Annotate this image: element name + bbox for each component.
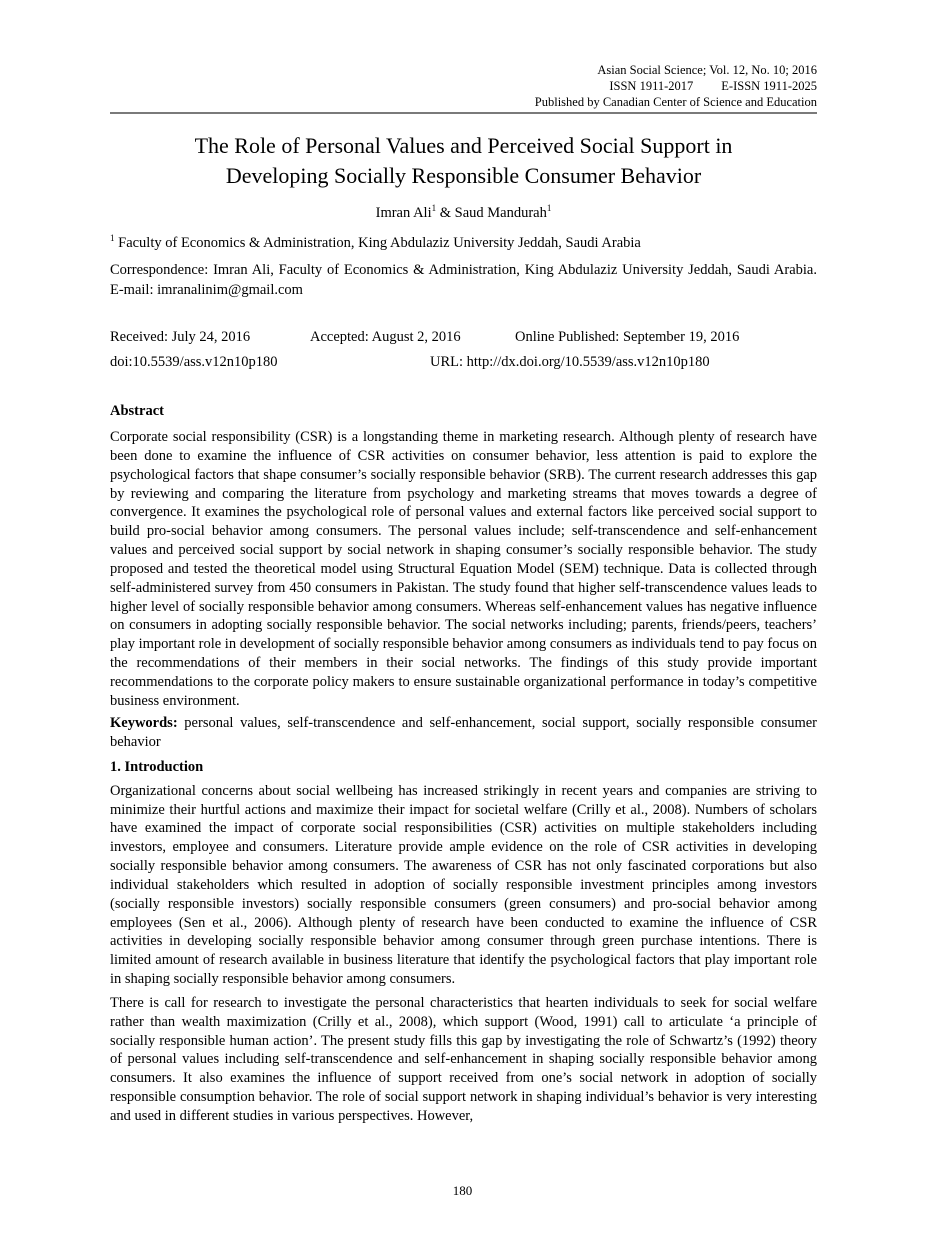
author-2-affil-mark: 1 — [546, 203, 552, 214]
paper-title-line-1: The Role of Personal Values and Perceived Social Support in — [194, 133, 733, 158]
eissn: E-ISSN 1911-2025 — [721, 79, 817, 93]
author-1-affil-mark: 1 — [431, 203, 437, 214]
accepted-date: Accepted: August 2, 2016 — [310, 329, 461, 345]
affiliation-line — [110, 234, 817, 253]
doi-text: doi:10.5539/ass.v12n10p180 — [110, 354, 278, 370]
abstract-heading: Abstract — [110, 403, 164, 419]
doi-url: URL: http://dx.doi.org/10.5539/ass.v12n10p180 — [430, 354, 710, 370]
paper-title — [110, 131, 817, 191]
online-published-date: Online Published: September 19, 2016 — [515, 329, 740, 345]
keywords-label: Keywords: — [110, 714, 178, 731]
received-date: Received: July 24, 2016 — [110, 329, 251, 345]
page-number: 180 — [452, 1183, 473, 1198]
header-divider — [110, 112, 817, 114]
abstract-paragraph: Corporate social responsibility (CSR) is a longstanding theme in marketing research. Although plenty of research have been done to examine the influence of CSR activities on consumer behavior, less attention is paid to explore the psychological factors that shape consumer’s socially responsible behavior (SRB). The current research addresses this gap by reviewing and comparing the literature from psychology and marketing streams that moves towards a degree of convergence. It examines the psychological role of personal values and external factors like perceived social support to build pro-social behavior among consumers. The personal values include; self-transcendence and self-enhancement values and perceived social support by social network in shaping consumer’s socially responsible behavior. The study proposed and tested the theoretical model using Structural Equation Model (SEM) technique. Data is collected through self-administered survey from 450 consumers in Pakistan. The study found that higher self-transcendence values leads to higher level of socially responsible behavior among consumers. Whereas self-enhancement values has negative influence on consumers in adopting socially responsible behavior. The social networks including; parents, friends/peers, teachers’ play important role in development of socially responsible behavior among consumers as individuals tend to pay focus on the recommendations of their members in their social networks. The findings of this study provide important recommendations to the corporate policy makers to ensure sustainable organizational performance in today’s competitive business environment. — [110, 429, 817, 709]
introduction-paragraph-2: There is call for research to investigate the personal characteristics that hearten individuals to seek for social welfare rather than wealth maximization (Crilly et al., 2008), which support (Wood, 1991) call to articulate ‘a principle of socially responsible human action’. The present study fills this gap by investigating the role of Schwartz’s (1992) theory of personal values including self-transcendence and self-enhancement in shaping socially responsible behavior among consumers. It also examines the influence of support received from one’s social network in adoption of socially responsible consumption behavior. The role of social support network in shaping individual’s behavior is very interesting and used in different studies in various perspectives. However, — [110, 994, 817, 1124]
introduction-heading: 1. Introduction — [110, 758, 204, 775]
keywords-text: personal values, self-transcendence and self-enhancement, social support, socially responsible consumer behavior — [110, 714, 817, 750]
introduction-paragraph-1: Organizational concerns about social wellbeing has increased strikingly in recent years and companies are striving to minimize their hurtful actions and maximize their impact for societal welfare (Crilly et al., 2008). Numbers of scholars have examined the impact of corporate social responsibilities (CSR) activities on multiple stakeholders including investors, employee and consumers. Literature provide ample evidence on the role of CSR activities in developing socially responsible behavior among consumers. The awareness of CSR has not only fascinated corporations but also individual stakeholders which resulted in adoption of socially responsible investment principles among investors (socially responsible investors) socially responsible consumers (green consumers) and pro-social behavior among employees (Sen et al., 2006). Although plenty of research have been conducted to examine the influence of CSR activities in developing socially responsible behavior among consumer through green purchase intentions. There is limited amount of research available in business literature that identify the psychological factors that play important role in shaping socially responsible behavior among consumers. — [110, 782, 817, 988]
correspondence-paragraph: Correspondence: Imran Ali, Faculty of Economics & Administration, King Abdulaziz University Jeddah, Saudi Arabia. E-mail: imranalinim@gmail.com — [110, 262, 817, 298]
keywords-paragraph — [110, 714, 817, 752]
dates-row — [110, 328, 817, 347]
author-separator: & — [436, 205, 455, 221]
publisher-line: Published by Canadian Center of Science and Education — [534, 95, 817, 109]
affiliation-text: Faculty of Economics & Administration, King Abdulaziz University Jeddah, Saudi Arabia — [114, 235, 641, 251]
author-1: Imran Ali — [375, 205, 432, 221]
doi-row — [110, 353, 817, 372]
journal-title-line: Asian Social Science; Vol. 12, No. 10; 2016 — [597, 63, 817, 77]
issn: ISSN 1911-2017 — [609, 79, 694, 93]
issn-line — [110, 78, 817, 94]
paper-title-line-2: Developing Socially Responsible Consumer Behavior — [225, 163, 702, 188]
author-2: Saud Mandurah — [454, 205, 547, 221]
authors-line — [110, 204, 817, 223]
journal-header — [110, 0, 817, 110]
affiliation-mark: 1 — [110, 233, 115, 244]
